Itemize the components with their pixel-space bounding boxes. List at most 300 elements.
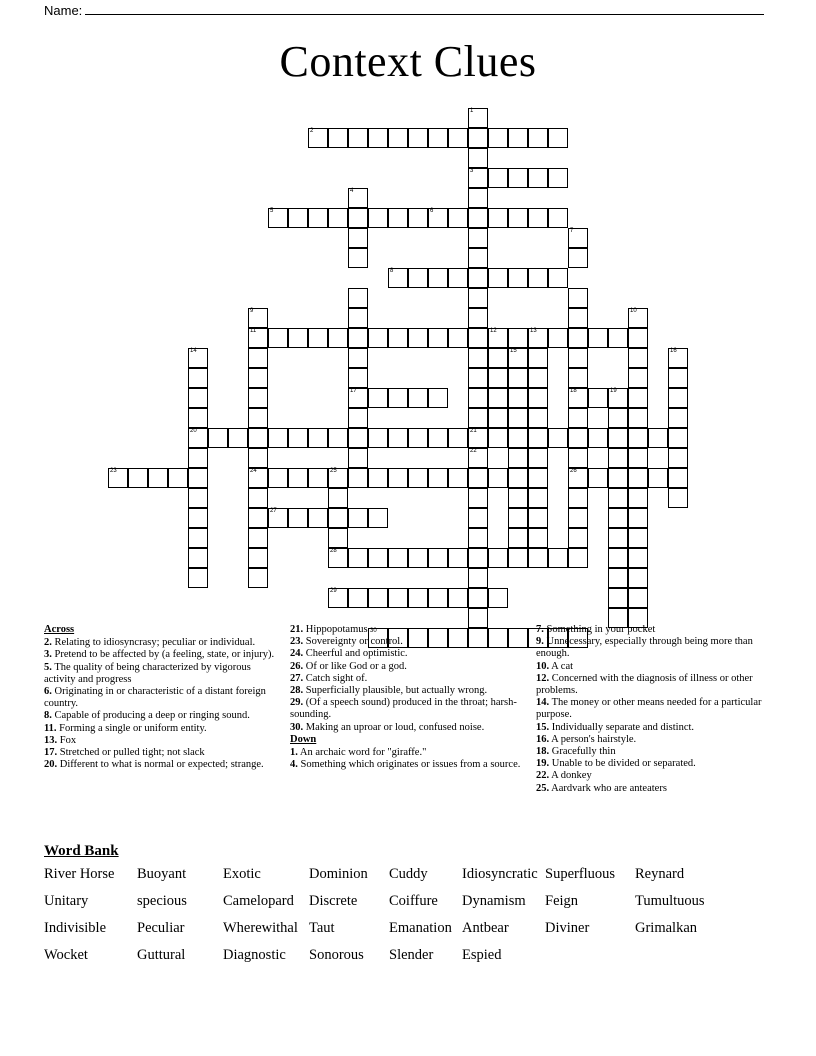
grid-cell[interactable] [528,388,548,408]
word-bank-item: Camelopard [223,893,294,909]
grid-cell[interactable] [348,428,368,448]
clue-down-25 [536,783,768,795]
grid-cell[interactable] [428,588,448,608]
word-bank-item: Idiosyncratic [462,866,538,882]
word-bank-item: Unitary [44,893,89,909]
grid-cell[interactable] [348,128,368,148]
grid-cell[interactable] [628,408,648,428]
grid-cell[interactable] [188,488,208,508]
grid-cell[interactable] [188,408,208,428]
clue-text: Fox [59,734,77,746]
clue-across-2 [44,637,276,649]
grid-cell[interactable] [468,128,488,148]
grid-cell[interactable] [528,448,548,468]
grid-cell[interactable] [108,468,128,488]
grid-cell[interactable] [408,588,428,608]
grid-cell[interactable] [468,448,488,468]
grid-cell[interactable] [568,248,588,268]
clue-across-6 [44,686,276,710]
grid-cell[interactable] [508,268,528,288]
grid-cell[interactable] [488,588,508,608]
grid-cell[interactable] [468,268,488,288]
grid-cell[interactable] [248,328,268,348]
grid-cell[interactable] [168,468,188,488]
grid-cell[interactable] [548,268,568,288]
grid-cell[interactable] [508,468,528,488]
grid-cell[interactable] [568,308,588,328]
grid-cell-number: 25 [330,468,337,474]
grid-cell[interactable] [388,388,408,408]
grid-cell[interactable] [188,428,208,448]
grid-cell[interactable] [628,308,648,328]
grid-cell[interactable] [528,508,548,528]
grid-cell-number: 5 [270,208,274,214]
grid-cell[interactable] [308,128,328,148]
grid-cell[interactable] [628,548,648,568]
grid-cell[interactable] [328,468,348,488]
clue-column-1 [44,624,276,795]
grid-cell[interactable] [348,288,368,308]
grid-cell[interactable] [488,388,508,408]
grid-cell[interactable] [288,208,308,228]
grid-cell[interactable] [568,508,588,528]
grid-cell[interactable] [188,368,208,388]
grid-cell[interactable] [348,388,368,408]
grid-cell[interactable] [488,428,508,448]
word-bank-item: Tumultuous [635,893,705,909]
grid-cell[interactable] [328,588,348,608]
grid-cell[interactable] [188,348,208,368]
grid-cell[interactable] [268,468,288,488]
word-bank-item: Coiffure [389,893,438,909]
grid-cell[interactable] [248,428,268,448]
grid-cell[interactable] [248,508,268,528]
grid-cell[interactable] [608,408,628,428]
grid-cell[interactable] [448,548,468,568]
grid-cell[interactable] [588,328,608,348]
clue-number: 9. [536,636,544,648]
grid-cell[interactable] [548,208,568,228]
grid-cell[interactable] [428,548,448,568]
grid-cell[interactable] [308,328,328,348]
word-bank-item: Exotic [223,866,261,882]
grid-cell[interactable] [608,328,628,348]
grid-cell[interactable] [508,168,528,188]
grid-cell[interactable] [128,468,148,488]
grid-cell[interactable] [468,408,488,428]
grid-cell[interactable] [348,408,368,428]
grid-cell[interactable] [668,468,688,488]
grid-cell[interactable] [468,348,488,368]
grid-cell[interactable] [448,468,468,488]
grid-cell[interactable] [628,508,648,528]
name-input-line[interactable] [85,2,764,15]
grid-cell[interactable] [408,208,428,228]
grid-cell[interactable] [348,468,368,488]
grid-cell[interactable] [368,588,388,608]
grid-cell[interactable] [468,248,488,268]
grid-cell[interactable] [268,508,288,528]
word-bank-item: Guttural [137,947,186,963]
grid-cell[interactable] [628,588,648,608]
grid-cell[interactable] [468,208,488,228]
grid-cell[interactable] [488,168,508,188]
grid-cell[interactable] [628,348,648,368]
grid-cell[interactable] [608,448,628,468]
clue-across-27 [290,673,522,685]
grid-cell[interactable] [488,328,508,348]
grid-cell[interactable] [468,488,488,508]
grid-cell[interactable] [628,528,648,548]
grid-cell-number: 1 [470,108,474,114]
grid-cell[interactable] [528,368,548,388]
grid-cell[interactable] [528,168,548,188]
grid-cell[interactable] [328,548,348,568]
grid-cell[interactable] [388,208,408,228]
grid-cell[interactable] [188,448,208,468]
grid-cell[interactable] [448,268,468,288]
grid-cell[interactable] [488,368,508,388]
grid-cell[interactable] [248,548,268,568]
grid-cell[interactable] [468,328,488,348]
grid-cell[interactable] [528,548,548,568]
grid-cell[interactable] [188,548,208,568]
grid-cell[interactable] [668,368,688,388]
grid-cell[interactable] [608,488,628,508]
grid-cell[interactable] [568,548,588,568]
grid-cell-number: 12 [490,328,497,334]
clue-across-20 [44,759,276,771]
grid-cell[interactable] [528,268,548,288]
grid-cell[interactable] [628,368,648,388]
grid-cell[interactable] [668,348,688,368]
grid-cell[interactable] [608,568,628,588]
grid-cell[interactable] [508,548,528,568]
grid-cell[interactable] [608,548,628,568]
grid-cell[interactable] [568,388,588,408]
grid-cell[interactable] [348,208,368,228]
grid-cell[interactable] [668,408,688,428]
grid-cell[interactable] [508,368,528,388]
grid-cell[interactable] [208,428,228,448]
grid-cell[interactable] [408,328,428,348]
grid-cell[interactable] [408,128,428,148]
grid-cell[interactable] [548,548,568,568]
grid-cell[interactable] [568,488,588,508]
grid-cell[interactable] [488,208,508,228]
grid-cell[interactable] [388,548,408,568]
clue-across-17 [44,747,276,759]
grid-cell[interactable] [348,308,368,328]
grid-cell[interactable] [468,368,488,388]
grid-cell[interactable] [568,288,588,308]
grid-cell[interactable] [468,188,488,208]
grid-cell[interactable] [588,388,608,408]
grid-cell[interactable] [228,428,248,448]
grid-cell[interactable] [308,208,328,228]
grid-cell[interactable] [528,328,548,348]
grid-cell[interactable] [248,368,268,388]
grid-cell[interactable] [428,428,448,448]
grid-cell[interactable] [648,428,668,448]
grid-cell[interactable] [368,328,388,348]
grid-cell[interactable] [468,508,488,528]
grid-cell[interactable] [448,128,468,148]
grid-cell[interactable] [488,348,508,368]
grid-cell[interactable] [488,468,508,488]
grid-cell[interactable] [268,328,288,348]
grid-cell[interactable] [388,428,408,448]
grid-cell[interactable] [488,128,508,148]
grid-cell[interactable] [668,428,688,448]
grid-cell[interactable] [428,128,448,148]
clue-text: Stretched or pulled tight; not slack [59,747,205,759]
word-bank-item: Reynard [635,866,685,882]
grid-cell-number: 17 [350,388,357,394]
grid-cell[interactable] [528,488,548,508]
grid-cell-number: 10 [630,308,637,314]
grid-cell[interactable] [668,448,688,468]
grid-cell[interactable] [468,568,488,588]
clue-number: 14. [536,697,550,709]
grid-cell-number: 2 [310,128,314,134]
grid-cell[interactable] [508,508,528,528]
grid-cell[interactable] [508,128,528,148]
grid-cell[interactable] [568,348,588,368]
grid-cell[interactable] [608,588,628,608]
clue-across-13 [44,735,276,747]
grid-cell[interactable] [608,528,628,548]
grid-cell[interactable] [508,528,528,548]
grid-cell[interactable] [648,468,668,488]
clue-text: Something in your pocket [546,624,656,635]
grid-cell[interactable] [468,108,488,128]
grid-cell[interactable] [588,468,608,488]
grid-cell[interactable] [328,528,348,548]
grid-cell[interactable] [448,328,468,348]
grid-cell[interactable] [368,208,388,228]
grid-cell[interactable] [508,328,528,348]
grid-cell[interactable] [408,548,428,568]
grid-cell[interactable] [408,388,428,408]
grid-cell-number: 4 [350,188,354,194]
grid-cell[interactable] [248,528,268,548]
word-bank-item: Discrete [309,893,358,909]
grid-cell[interactable] [428,388,448,408]
grid-cell[interactable] [368,508,388,528]
grid-cell[interactable] [188,528,208,548]
grid-cell[interactable] [468,228,488,248]
grid-cell[interactable] [528,528,548,548]
clue-text: A person's hairstyle. [551,733,637,745]
clue-number: 1. [290,747,298,759]
grid-cell[interactable] [328,128,348,148]
grid-cell[interactable] [388,128,408,148]
grid-cell[interactable] [448,428,468,448]
grid-cell[interactable] [568,528,588,548]
grid-cell-number: 11 [250,328,257,334]
grid-cell[interactable] [628,428,648,448]
grid-cell[interactable] [508,388,528,408]
grid-cell[interactable] [188,568,208,588]
grid-cell[interactable] [328,428,348,448]
grid-cell[interactable] [188,468,208,488]
grid-cell[interactable] [448,588,468,608]
grid-cell[interactable] [308,508,328,528]
grid-cell[interactable] [348,328,368,348]
grid-cell[interactable] [548,128,568,148]
grid-cell[interactable] [448,208,468,228]
grid-cell[interactable] [368,468,388,488]
grid-cell[interactable] [248,408,268,428]
grid-cell[interactable] [288,428,308,448]
grid-cell[interactable] [508,348,528,368]
grid-cell[interactable] [348,548,368,568]
grid-cell[interactable] [148,468,168,488]
grid-cell[interactable] [608,468,628,488]
grid-cell[interactable] [668,488,688,508]
grid-cell[interactable] [508,488,528,508]
grid-cell[interactable] [428,208,448,228]
grid-cell[interactable] [348,248,368,268]
grid-cell[interactable] [628,488,648,508]
grid-cell[interactable] [568,428,588,448]
grid-cell[interactable] [568,328,588,348]
grid-cell[interactable] [608,508,628,528]
grid-cell[interactable] [348,368,368,388]
grid-cell[interactable] [488,268,508,288]
grid-cell[interactable] [388,588,408,608]
grid-cell[interactable] [248,488,268,508]
grid-cell[interactable] [528,208,548,228]
grid-cell[interactable] [468,388,488,408]
grid-cell[interactable] [528,428,548,448]
grid-cell[interactable] [368,388,388,408]
grid-cell[interactable] [508,408,528,428]
grid-cell[interactable] [428,468,448,488]
grid-cell[interactable] [568,468,588,488]
grid-cell[interactable] [308,468,328,488]
grid-cell[interactable] [368,428,388,448]
grid-cell[interactable] [548,428,568,448]
grid-cell[interactable] [588,428,608,448]
grid-cell[interactable] [528,408,548,428]
grid-cell[interactable] [468,548,488,568]
clue-text: Making an uproar or loud, confused noise. [305,721,485,733]
grid-cell[interactable] [408,428,428,448]
grid-cell[interactable] [568,408,588,428]
grid-cell[interactable] [668,388,688,408]
grid-cell[interactable] [348,228,368,248]
clue-down-22 [536,770,768,782]
clue-across-30 [290,722,522,734]
grid-cell[interactable] [388,328,408,348]
grid-cell[interactable] [468,588,488,608]
grid-cell[interactable] [248,308,268,328]
grid-cell[interactable] [568,368,588,388]
grid-cell[interactable] [468,428,488,448]
grid-cell[interactable] [348,588,368,608]
grid-cell[interactable] [608,428,628,448]
grid-cell[interactable] [628,328,648,348]
grid-cell[interactable] [488,548,508,568]
grid-cell[interactable] [308,428,328,448]
grid-cell[interactable] [408,468,428,488]
grid-cell[interactable] [608,388,628,408]
grid-cell[interactable] [288,508,308,528]
grid-cell[interactable] [468,308,488,328]
grid-cell[interactable] [528,348,548,368]
grid-cell[interactable] [268,428,288,448]
grid-cell[interactable] [268,208,288,228]
grid-cell[interactable] [548,328,568,348]
grid-cell[interactable] [388,268,408,288]
grid-cell[interactable] [248,568,268,588]
grid-cell[interactable] [348,448,368,468]
grid-cell[interactable] [328,508,348,528]
grid-cell[interactable] [628,388,648,408]
clue-number: 26. [290,660,304,672]
grid-cell[interactable] [468,468,488,488]
grid-cell[interactable] [468,288,488,308]
clue-text: Concerned with the diagnosis of illness or other problems. [536,672,753,697]
grid-cell[interactable] [388,468,408,488]
grid-cell[interactable] [488,408,508,428]
grid-cell[interactable] [188,508,208,528]
grid-cell[interactable] [468,168,488,188]
grid-cell[interactable] [348,508,368,528]
grid-cell[interactable] [248,388,268,408]
grid-cell[interactable] [468,148,488,168]
word-bank-item: Emanation [389,920,452,936]
grid-cell[interactable] [428,268,448,288]
grid-cell[interactable] [628,448,648,468]
grid-cell[interactable] [428,328,448,348]
grid-cell[interactable] [508,428,528,448]
grid-cell[interactable] [288,468,308,488]
grid-cell[interactable] [288,328,308,348]
grid-cell[interactable] [248,348,268,368]
grid-cell[interactable] [348,188,368,208]
grid-cell[interactable] [348,348,368,368]
grid-cell[interactable] [468,528,488,548]
grid-cell[interactable] [508,448,528,468]
grid-cell[interactable] [568,448,588,468]
grid-cell[interactable] [528,468,548,488]
grid-cell[interactable] [248,468,268,488]
word-bank-item: Cuddy [389,866,428,882]
word-bank-item: Peculiar [137,920,185,936]
grid-cell[interactable] [408,268,428,288]
grid-cell[interactable] [508,208,528,228]
grid-cell[interactable] [328,208,348,228]
grid-cell[interactable] [548,168,568,188]
clue-number: 2. [44,637,52,649]
grid-cell[interactable] [248,448,268,468]
grid-cell[interactable] [568,228,588,248]
grid-cell[interactable] [328,328,348,348]
grid-cell[interactable] [528,128,548,148]
grid-cell[interactable] [368,128,388,148]
word-bank-item: specious [137,893,187,909]
grid-cell[interactable] [628,468,648,488]
clue-across-24 [290,648,522,660]
clue-number: 22. [536,770,550,782]
grid-cell[interactable] [628,568,648,588]
grid-cell[interactable] [188,388,208,408]
grid-cell[interactable] [328,488,348,508]
grid-cell[interactable] [368,548,388,568]
